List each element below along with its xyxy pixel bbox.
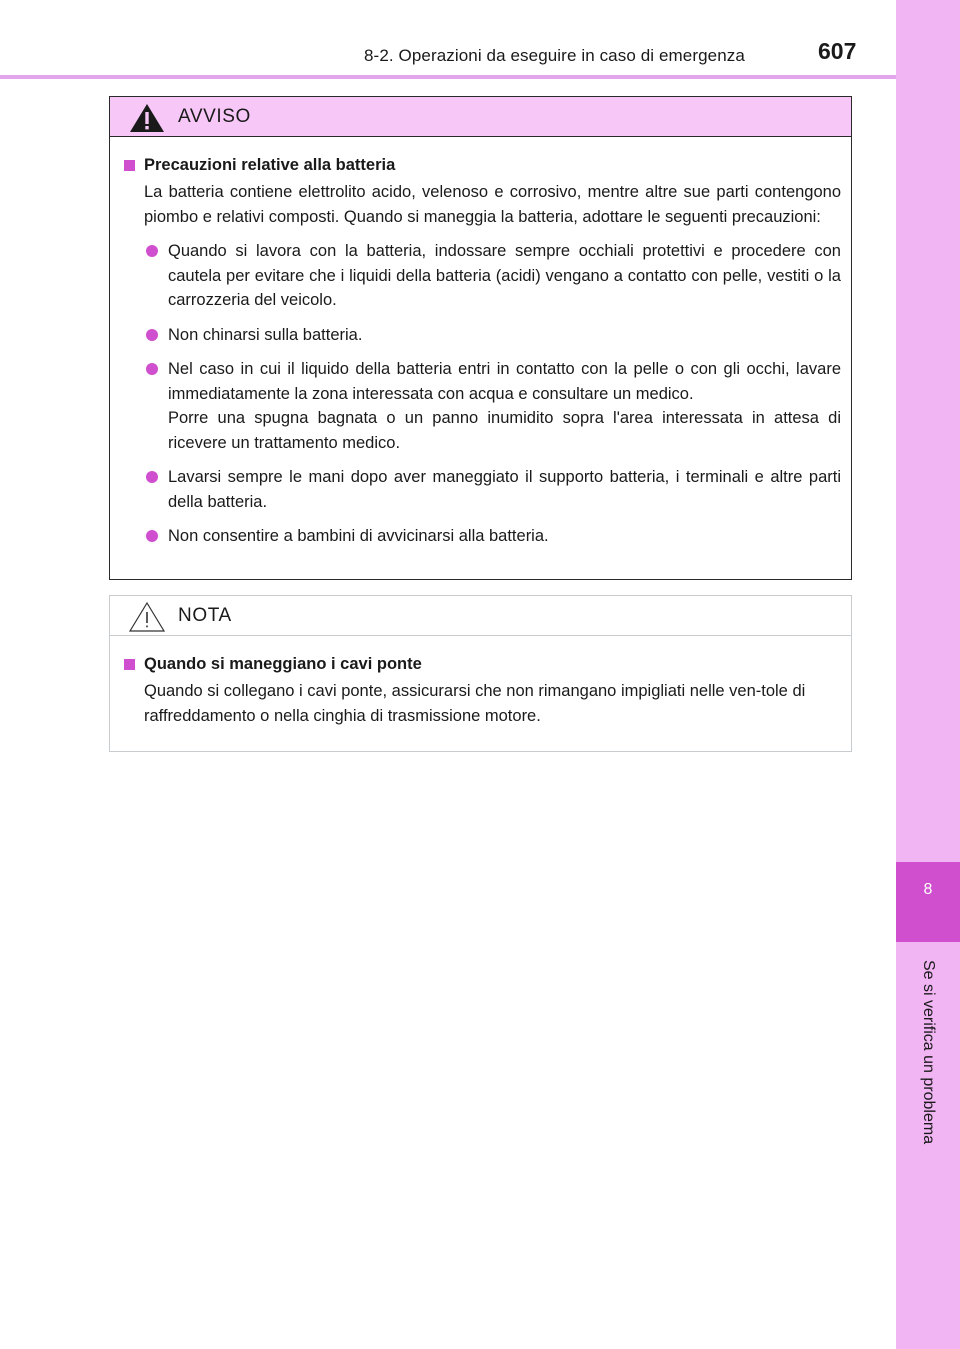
warning-topic-title: Precauzioni relative alla batteria [144,156,396,174]
list-item-text: Non consentire a bambini di avvicinarsi alla batteria. [168,527,549,545]
square-bullet-icon [124,659,135,670]
list-item-paragraph: Nel caso in cui il liquido della batteria entri in contatto con la pelle o con gli occhi, lavare immediatamente la zona interessata con acqua e consultare un medico. [168,360,841,403]
list-item-text [168,357,841,455]
circle-bullet-icon [146,471,158,483]
circle-bullet-icon [146,530,158,542]
list-item [122,465,841,514]
list-item [122,524,841,549]
header-divider [0,75,896,79]
chapter-number: 8 [923,881,933,898]
warning-heading: AVVISO [178,106,251,127]
side-chapter-tab [896,0,960,1349]
chapter-number-box [896,862,960,942]
caution-triangle-icon [128,600,166,634]
list-item [122,239,841,313]
note-topic [122,651,841,678]
list-item-paragraph: Porre una spugna bagnata o un panno inumidito sopra l'area interessata in attesa di ricevere un trattamento medico. [168,409,841,452]
circle-bullet-icon [146,363,158,375]
chapter-title: Se si verifica un problema [920,960,937,1145]
list-item-text: Non chinarsi sulla batteria. [168,325,363,344]
warning-triangle-icon [128,101,166,135]
warning-header [110,97,851,137]
square-bullet-icon [124,160,135,171]
page-number: 607 [818,38,857,64]
list-item-text: Lavarsi sempre le mani dopo aver maneggiato il supporto batteria, i terminali e altre parti della batteria. [168,468,841,511]
note-heading: NOTA [178,605,232,626]
note-topic-title: Quando si maneggiano i cavi ponte [144,655,422,673]
warning-box [109,96,852,580]
circle-bullet-icon [146,245,158,257]
warning-topic [122,152,841,179]
note-header [110,596,851,636]
circle-bullet-icon [146,329,158,341]
list-item [122,323,841,348]
note-text: Quando si collegano i cavi ponte, assicurarsi che non rimangano impigliati nelle ven-tole di raffreddamento o nella cinghia di trasmissione motore. [144,682,806,725]
list-item-text: Quando si lavora con la batteria, indossare sempre occhiali protettivi e procedere con cautela per evitare che i liquidi della batteria (acidi) vengano a contatto con pelle, vestiti o la carrozzeria del veicolo. [168,242,841,309]
list-item [122,357,841,455]
section-title: 8-2. Operazioni da eseguire in caso di emergenza [364,46,745,65]
note-box [109,595,852,752]
warning-intro: La batteria contiene elettrolito acido, velenoso e corrosivo, mentre altre sue parti contengono piombo e relativi composti. Quando si maneggia la batteria, adottare le seguenti precauzioni: [144,183,841,226]
